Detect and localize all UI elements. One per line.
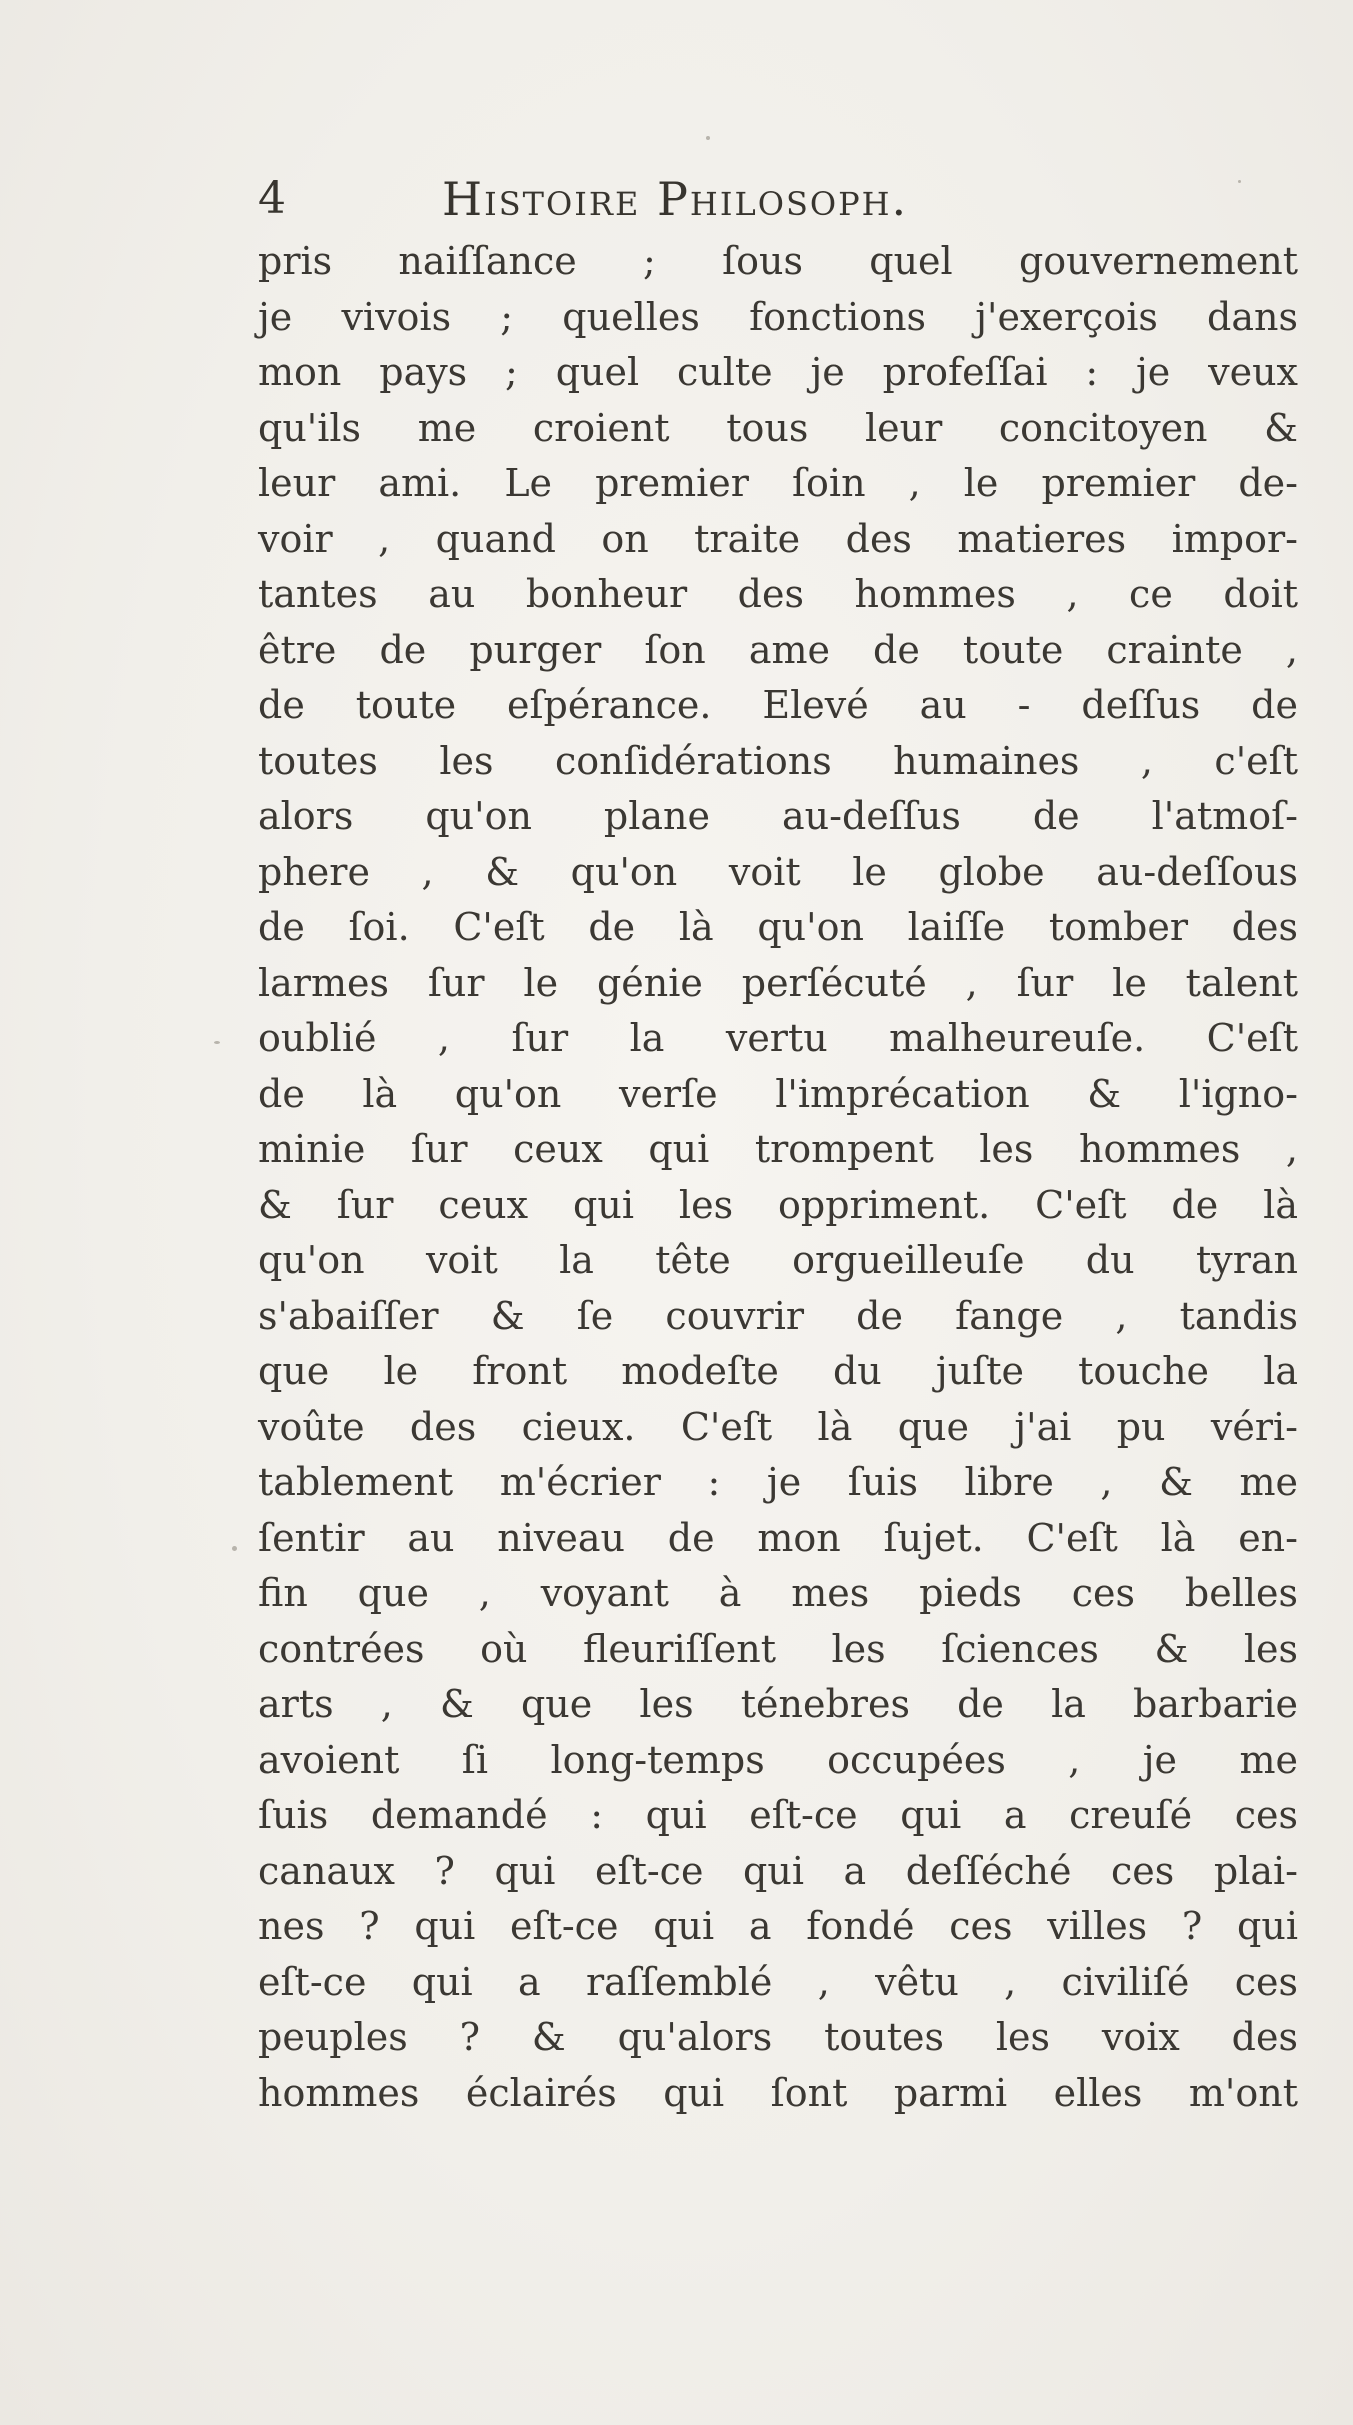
text-line: être de purger ſon ame de toute crainte , [258,627,1298,672]
text-line: larmes ſur le génie perſécuté , ſur le talent [258,960,1298,1005]
text-line: toutes les conſidérations humaines , c'eſt [258,738,1298,783]
text-line: fin que , voyant à mes pieds ces belles [258,1571,1298,1615]
paper-speck [1238,180,1241,183]
text-line: tablement m'écrier : je ſuis libre , & me [258,1460,1298,1504]
text-line: tantes au bonheur des hommes , ce doit [258,572,1298,616]
text-line: oublié , ſur la vertu malheureuſe. C'eſt [258,1016,1298,1060]
paper-speck [706,136,710,140]
text-line: de toute eſpérance. Elevé au - deſſus de [258,683,1298,727]
text-line: voir , quand on traite des matieres impor- [258,516,1298,561]
text-line: mon pays ; quel culte je profeſſai : je veux [258,350,1298,394]
text-line: qu'ils me croient tous leur concitoyen & [258,405,1298,450]
running-title: Histoire Philosoph. [442,172,909,226]
text-line: avoient ſi long-temps occupées , je me [258,1737,1298,1782]
text-line: phere , & qu'on voit le globe au-deſſous [258,849,1298,894]
text-line: alors qu'on plane au-deſſus de l'atmoſ- [258,794,1298,838]
text-line: voûte des cieux. C'eſt là que j'ai pu véri- [258,1404,1298,1449]
text-line: de là qu'on verſe l'imprécation & l'igno- [258,1071,1298,1116]
text-line: pris naiſſance ; ſous quel gouvernement [258,239,1298,283]
text-line: canaux ? qui eſt-ce qui a deſſéché ces plai- [258,1848,1298,1893]
text-line: s'abaiſſer & ſe couvrir de fange , tandis [258,1293,1298,1338]
text-line: contrées où fleuriſſent les ſciences & les [258,1626,1298,1671]
text-line: minie ſur ceux qui trompent les hommes , [258,1127,1298,1171]
text-line: ſentir au niveau de mon ſujet. C'eſt là en- [258,1515,1298,1560]
text-line: je vivois ; quelles fonctions j'exerçois dans [258,294,1298,339]
text-line: ſuis demandé : qui eſt-ce qui a creuſé ces [258,1793,1298,1837]
text-line: & ſur ceux qui les oppriment. C'eſt de là [258,1182,1298,1227]
body-text [258,234,1298,2121]
page-header [258,168,1298,230]
page-number: 4 [258,173,286,224]
text-line: hommes éclairés qui ſont parmi elles m'ont [258,2070,1298,2115]
text-line: arts , & que les ténebres de la barbarie [258,1682,1298,1726]
paper-speck [232,1546,237,1551]
text-line: qu'on voit la tête orgueilleuſe du tyran [258,1238,1298,1282]
text-line: peuples ? & qu'alors toutes les voix des [258,2015,1298,2059]
text-line: eſt-ce qui a raſſemblé , vêtu , civiliſé ces [258,1959,1298,2004]
text-line: nes ? qui eſt-ce qui a fondé ces villes ? qui [258,1904,1298,1948]
text-line: de ſoi. C'eſt de là qu'on laiſſe tomber des [258,905,1298,949]
paper-speck [214,1041,220,1044]
text-line: leur ami. Le premier ſoin , le premier de- [258,461,1298,505]
text-line: que le front modeſte du juſte touche la [258,1349,1298,1393]
